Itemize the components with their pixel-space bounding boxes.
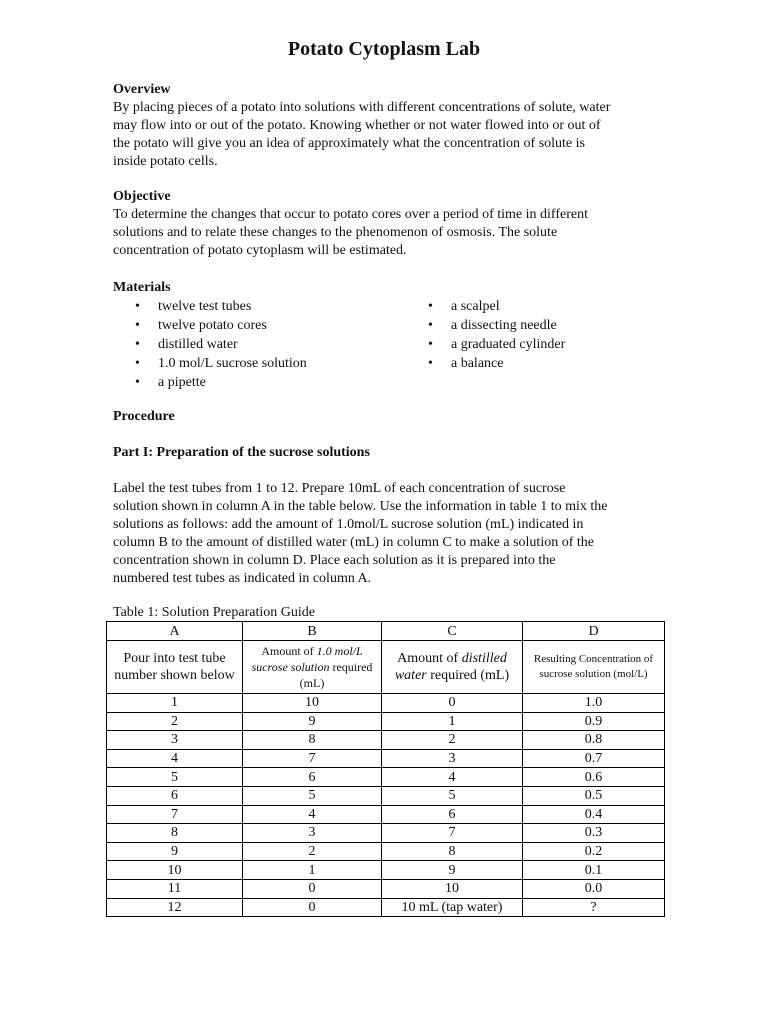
sucrose-amount-cell: 0 (243, 898, 382, 917)
test-tube-cell: 7 (107, 805, 243, 824)
part1-heading: Part I: Preparation of the sucrose solutions (113, 445, 370, 460)
part1-instructions (113, 480, 658, 588)
table-row (107, 786, 665, 805)
header-b-text: Amount of (261, 644, 317, 658)
overview-section (113, 81, 658, 171)
part1-line: solution shown in column A in the table below. Use the information in table 1 to mix the (113, 499, 608, 514)
procedure-heading: Procedure (113, 409, 175, 424)
part1-line: solutions as follows: add the amount of 1.0mol/L sucrose solution (mL) indicated in (113, 517, 584, 532)
table-row (107, 824, 665, 843)
objective-heading: Objective (113, 189, 171, 204)
table-row (107, 768, 665, 787)
concentration-cell: 0.9 (523, 712, 665, 731)
water-amount-cell: 4 (382, 768, 523, 787)
test-tube-cell: 2 (107, 712, 243, 731)
sucrose-amount-cell: 4 (243, 805, 382, 824)
water-amount-cell: 3 (382, 749, 523, 768)
concentration-cell: 0.1 (523, 861, 665, 880)
overview-line: the potato will give you an idea of approximately what the concentration of solute is (113, 136, 585, 151)
test-tube-cell: 1 (107, 694, 243, 713)
objective-line: concentration of potato cytoplasm will be estimated. (113, 243, 407, 258)
water-amount-cell: 0 (382, 694, 523, 713)
table-row (107, 805, 665, 824)
header-c-text: required (mL) (426, 668, 510, 683)
table-row (107, 842, 665, 861)
objective-section (113, 188, 658, 260)
sucrose-amount-cell: 10 (243, 694, 382, 713)
test-tube-cell: 3 (107, 731, 243, 750)
header-b-emphasis: 1.0 mol/L sucrose solution (251, 644, 363, 674)
sucrose-amount-cell: 2 (243, 842, 382, 861)
test-tube-cell: 6 (107, 786, 243, 805)
part1-heading-block (113, 444, 658, 462)
test-tube-cell: 10 (107, 861, 243, 880)
concentration-cell: ? (523, 898, 665, 917)
overview-line: By placing pieces of a potato into solutions with different concentrations of solute, water (113, 100, 611, 115)
column-header-a: Pour into test tube number shown below (107, 641, 243, 694)
sucrose-amount-cell: 3 (243, 824, 382, 843)
table-caption: Table 1: Solution Preparation Guide (113, 605, 315, 620)
materials-item: • a balance (406, 354, 565, 373)
part1-line: Label the test tubes from 1 to 12. Prepare 10mL of each concentration of sucrose (113, 481, 566, 496)
materials-item: • distilled water (113, 335, 307, 354)
header-b-text: required (mL) (299, 660, 373, 690)
test-tube-cell: 8 (107, 824, 243, 843)
sucrose-amount-cell: 0 (243, 879, 382, 898)
test-tube-cell: 5 (107, 768, 243, 787)
page-title: Potato Cytoplasm Lab (287, 38, 481, 60)
materials-item: • a dissecting needle (406, 316, 565, 335)
water-amount-cell: 2 (382, 731, 523, 750)
header-c-text: Amount of (397, 651, 462, 666)
objective-line: solutions and to relate these changes to the phenomenon of osmosis. The solute (113, 225, 558, 240)
test-tube-cell: 9 (107, 842, 243, 861)
concentration-cell: 0.3 (523, 824, 665, 843)
water-amount-cell: 10 mL (tap water) (382, 898, 523, 917)
water-amount-cell: 8 (382, 842, 523, 861)
overview-heading: Overview (113, 82, 171, 97)
materials-item: • 1.0 mol/L sucrose solution (113, 354, 307, 373)
column-letter-a: A (107, 622, 243, 641)
concentration-cell: 0.6 (523, 768, 665, 787)
concentration-cell: 0.8 (523, 731, 665, 750)
concentration-cell: 0.4 (523, 805, 665, 824)
materials-list-right (406, 297, 565, 373)
materials-item: • twelve test tubes (113, 297, 307, 316)
column-letter-b: B (243, 622, 382, 641)
water-amount-cell: 6 (382, 805, 523, 824)
sucrose-amount-cell: 7 (243, 749, 382, 768)
overview-line: may flow into or out of the potato. Knowing whether or not water flowed into or out of (113, 118, 601, 133)
procedure-section (113, 408, 658, 426)
part1-line: column B to the amount of distilled water (mL) in column C to make a solution of the (113, 535, 594, 550)
table-row (107, 879, 665, 898)
sucrose-amount-cell: 5 (243, 786, 382, 805)
header-c-emphasis: distilled water (394, 651, 507, 683)
table-row (107, 712, 665, 731)
materials-item: • twelve potato cores (113, 316, 307, 335)
water-amount-cell: 5 (382, 786, 523, 805)
sucrose-amount-cell: 1 (243, 861, 382, 880)
column-letter-d: D (523, 622, 665, 641)
table-letter-row (107, 622, 665, 641)
table-row (107, 731, 665, 750)
sucrose-amount-cell: 9 (243, 712, 382, 731)
objective-line: To determine the changes that occur to potato cores over a period of time in different (113, 207, 588, 222)
concentration-cell: 0.2 (523, 842, 665, 861)
water-amount-cell: 1 (382, 712, 523, 731)
table-body (107, 694, 665, 917)
test-tube-cell: 11 (107, 879, 243, 898)
column-header-d: Resulting Concentration of sucrose solution (mol/L) (523, 641, 665, 694)
column-header-b (243, 641, 382, 694)
water-amount-cell: 9 (382, 861, 523, 880)
test-tube-cell: 4 (107, 749, 243, 768)
water-amount-cell: 7 (382, 824, 523, 843)
table-row (107, 749, 665, 768)
materials-heading: Materials (113, 280, 171, 295)
concentration-cell: 0.0 (523, 879, 665, 898)
overview-line: inside potato cells. (113, 154, 218, 169)
water-amount-cell: 10 (382, 879, 523, 898)
solution-preparation-table (106, 621, 665, 917)
table-row (107, 861, 665, 880)
materials-list-left (113, 297, 307, 392)
concentration-cell: 0.5 (523, 786, 665, 805)
part1-line: numbered test tubes as indicated in column A. (113, 571, 372, 586)
table-row (107, 694, 665, 713)
column-header-c (382, 641, 523, 694)
table-row (107, 898, 665, 917)
materials-item: • a pipette (113, 373, 307, 392)
column-letter-c: C (382, 622, 523, 641)
table-header-row (107, 641, 665, 694)
sucrose-amount-cell: 6 (243, 768, 382, 787)
materials-item: • a scalpel (406, 297, 565, 316)
concentration-cell: 1.0 (523, 694, 665, 713)
materials-section (113, 279, 658, 390)
part1-line: concentration shown in column D. Place each solution as it is prepared into the (113, 553, 556, 568)
materials-item: • a graduated cylinder (406, 335, 565, 354)
test-tube-cell: 12 (107, 898, 243, 917)
sucrose-amount-cell: 8 (243, 731, 382, 750)
concentration-cell: 0.7 (523, 749, 665, 768)
